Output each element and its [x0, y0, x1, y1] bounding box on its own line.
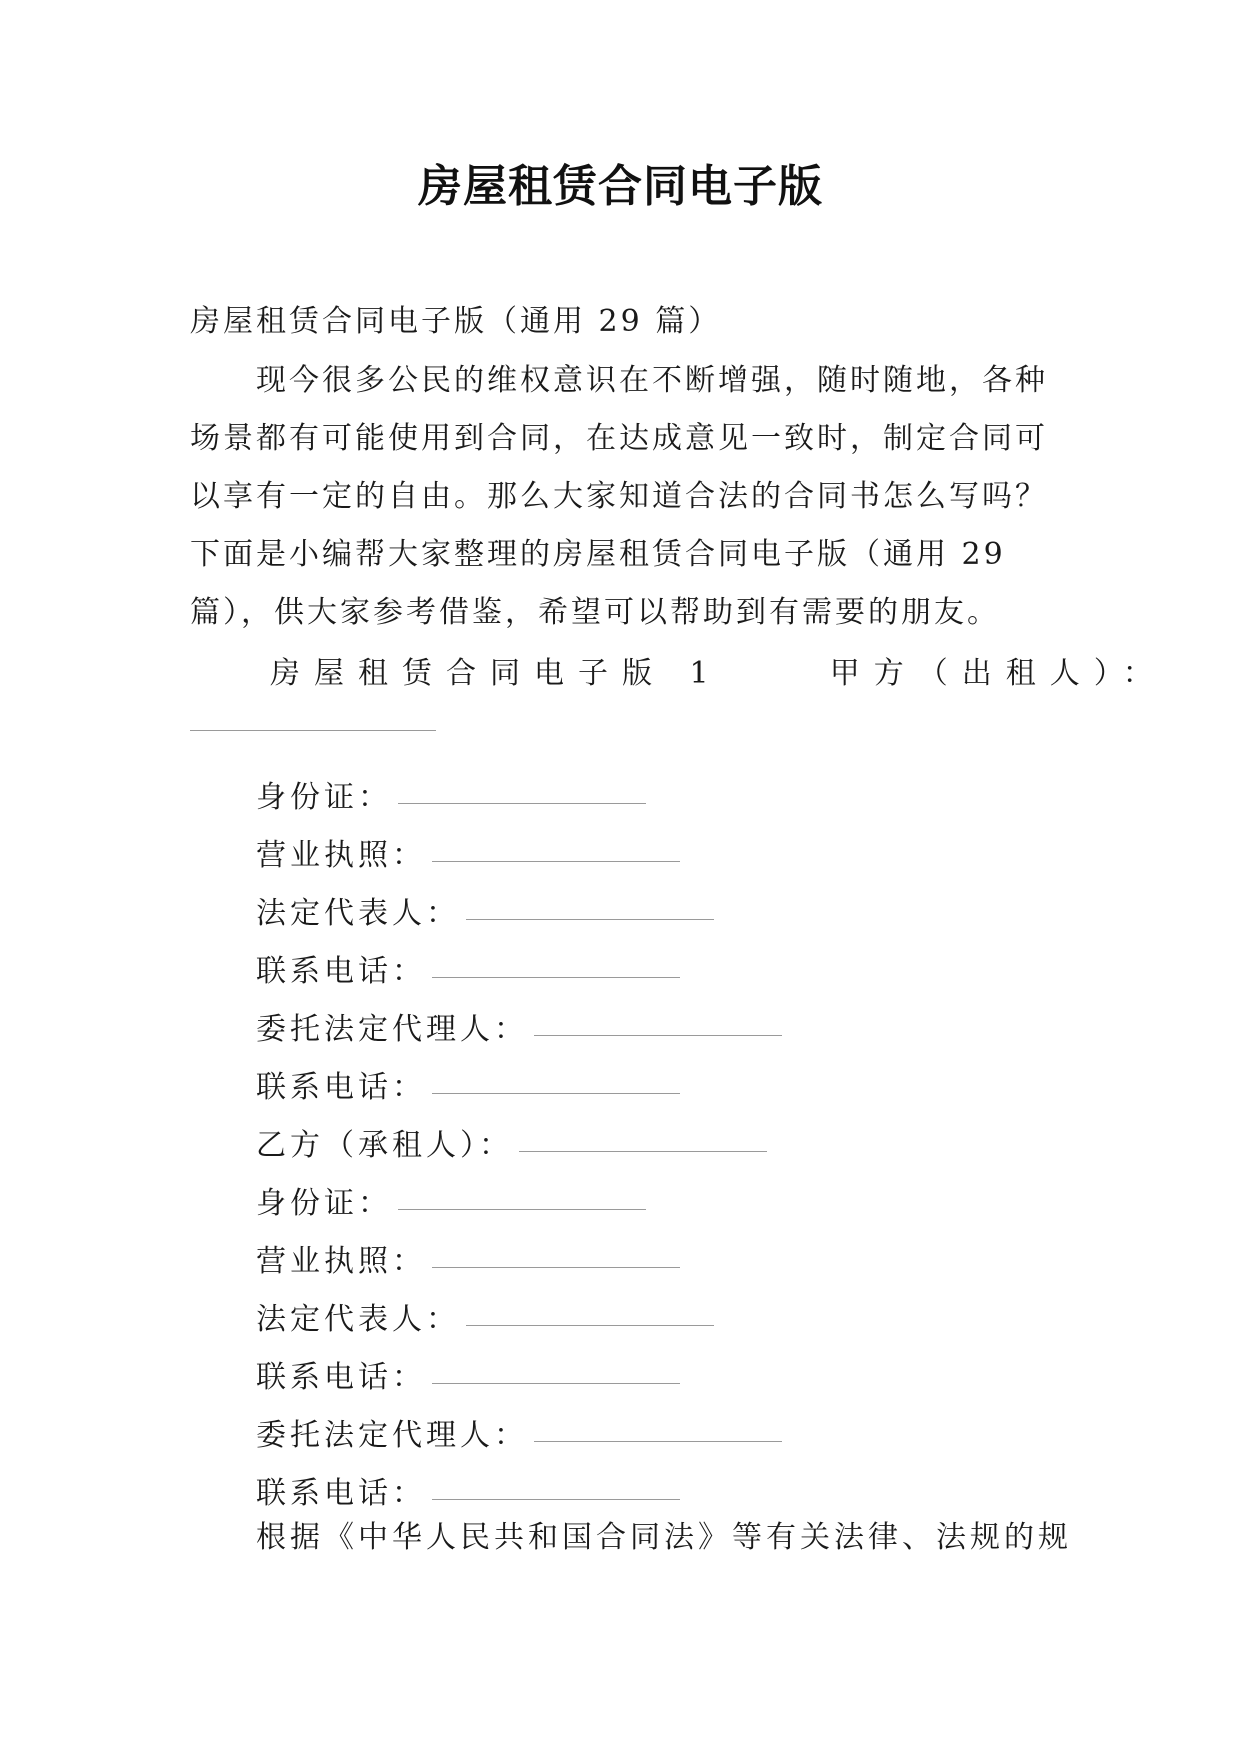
field-blank: [432, 1479, 680, 1500]
field-label: 联系电话：: [256, 954, 426, 989]
field-blank: [466, 1305, 714, 1326]
intro-line: 以享有一定的自由。那么大家知道合法的合同书怎么写吗？: [190, 479, 1048, 514]
field-row: [256, 1164, 782, 1222]
field-blank: [519, 1131, 767, 1152]
field-blank: [432, 1073, 680, 1094]
section-heading: 房屋租赁合同电子版 1: [270, 656, 723, 691]
field-blank: [534, 1421, 782, 1442]
intro-line: 篇），供大家参考借鉴，希望可以帮助到有需要的朋友。: [190, 595, 1000, 630]
field-row: [256, 1106, 782, 1164]
intro-line: 场景都有可能使用到合同，在达成意见一致时，制定合同可: [190, 421, 1048, 456]
field-label: 乙方（承租人）：: [256, 1128, 513, 1163]
field-row: [256, 990, 782, 1048]
field-blank: [432, 1247, 680, 1268]
field-blank: [398, 783, 646, 804]
field-blank: [432, 957, 680, 978]
field-row: [256, 816, 782, 874]
field-blank: [432, 841, 680, 862]
document-subtitle: 房屋租赁合同电子版（通用 29 篇）: [190, 304, 722, 339]
closing-line: 根据《中华人民共和国合同法》等有关法律、法规的规: [256, 1520, 1072, 1555]
field-row: [256, 1338, 782, 1396]
intro-paragraph: [190, 352, 1056, 642]
field-blank: [432, 1363, 680, 1384]
field-row: [256, 1396, 782, 1454]
document-title: 房屋租赁合同电子版: [418, 161, 823, 212]
field-label: 营业执照：: [256, 1244, 426, 1279]
field-row: [256, 1222, 782, 1280]
field-label: 法定代表人：: [256, 896, 460, 931]
field-label: 身份证：: [256, 780, 392, 815]
intro-line: 下面是小编帮大家整理的房屋租赁合同电子版（通用 29: [190, 537, 1006, 572]
field-label: 法定代表人：: [256, 1302, 460, 1337]
field-label: 身份证：: [256, 1186, 392, 1221]
field-row: [256, 1454, 782, 1512]
field-label: 委托法定代理人：: [256, 1418, 528, 1453]
field-row: [256, 932, 782, 990]
field-row: [256, 874, 782, 932]
intro-line: 现今很多公民的维权意识在不断增强，随时随地，各种: [256, 363, 1048, 398]
field-row: [256, 758, 782, 816]
party-a-blank: [190, 730, 436, 731]
field-label: 营业执照：: [256, 838, 426, 873]
section-heading-line: [270, 648, 1167, 692]
field-row: [256, 1048, 782, 1106]
field-blank: [534, 1015, 782, 1036]
field-label: 联系电话：: [256, 1070, 426, 1105]
field-blank: [466, 899, 714, 920]
field-label: 委托法定代理人：: [256, 1012, 528, 1047]
party-fields: [256, 758, 782, 1512]
field-label: 联系电话：: [256, 1360, 426, 1395]
party-a-label: 甲方（出租人）：: [829, 656, 1167, 691]
field-blank: [398, 1189, 646, 1210]
field-row: [256, 1280, 782, 1338]
field-label: 联系电话：: [256, 1476, 426, 1511]
